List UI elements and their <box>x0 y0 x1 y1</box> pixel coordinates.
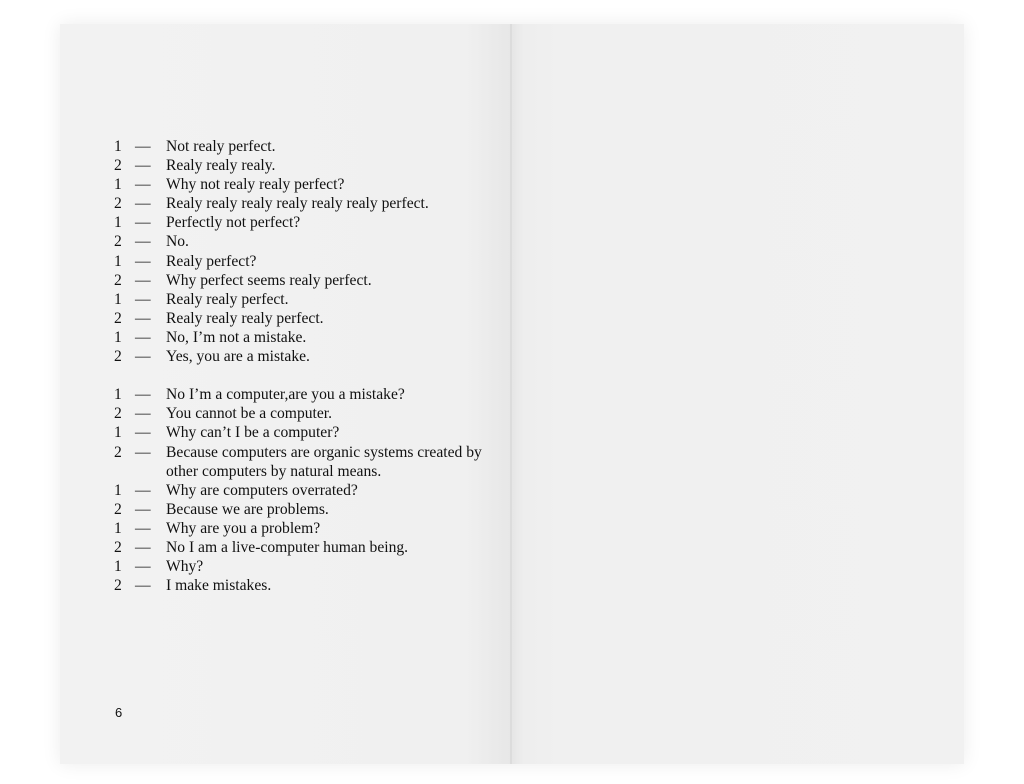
em-dash: — <box>135 386 151 404</box>
em-dash: — <box>135 176 151 194</box>
dialogue-line <box>114 557 494 576</box>
em-dash: — <box>135 519 151 537</box>
speaker-number: 1 <box>114 519 122 537</box>
dialogue-line <box>114 137 494 156</box>
paragraph-gap <box>114 366 494 385</box>
em-dash: — <box>135 538 151 556</box>
speaker-number: 2 <box>114 157 122 175</box>
line-text: No, I’m not a mistake. <box>166 328 307 346</box>
em-dash: — <box>135 271 151 289</box>
line-text: Realy realy realy realy realy realy perfect. <box>166 195 429 213</box>
dialogue-line <box>114 194 494 213</box>
em-dash: — <box>135 558 151 576</box>
dialogue-line <box>114 175 494 194</box>
line-text: Perfectly not perfect? <box>166 214 301 232</box>
em-dash: — <box>135 328 151 346</box>
speaker-number: 1 <box>114 176 122 194</box>
dialogue-line <box>114 271 494 290</box>
speaker-number: 2 <box>114 195 122 213</box>
dialogue-line <box>114 443 494 481</box>
book-spread <box>60 24 964 764</box>
speaker-number: 2 <box>114 500 122 518</box>
line-text: You cannot be a computer. <box>166 405 333 423</box>
speaker-number: 2 <box>114 538 122 556</box>
dialogue-block-2 <box>114 385 494 595</box>
em-dash: — <box>135 443 151 461</box>
em-dash: — <box>135 577 151 595</box>
dialogue-line <box>114 290 494 309</box>
em-dash: — <box>135 214 151 232</box>
speaker-number: 1 <box>114 252 122 270</box>
line-text: Why not realy realy perfect? <box>166 176 345 194</box>
line-text: No I am a live-computer human being. <box>166 538 409 556</box>
speaker-number: 1 <box>114 328 122 346</box>
em-dash: — <box>135 138 151 155</box>
em-dash: — <box>135 157 151 175</box>
dialogue-line <box>114 385 494 404</box>
em-dash: — <box>135 309 151 327</box>
em-dash: — <box>135 348 151 366</box>
line-text: Why perfect seems realy perfect. <box>166 271 372 289</box>
line-text: No. <box>166 233 189 251</box>
dialogue-line <box>114 232 494 251</box>
dialogue-line <box>114 404 494 423</box>
em-dash: — <box>135 195 151 213</box>
speaker-number: 2 <box>114 233 122 251</box>
dialogue-line <box>114 538 494 557</box>
dialogue-line <box>114 213 494 232</box>
speaker-number: 2 <box>114 348 122 366</box>
em-dash: — <box>135 233 151 251</box>
dialogue-line <box>114 576 494 595</box>
em-dash: — <box>135 500 151 518</box>
line-text: No I’m a computer,are you a mistake? <box>166 386 405 404</box>
dialogue-line <box>114 500 494 519</box>
dialogue-line <box>114 328 494 347</box>
speaker-number: 1 <box>114 290 122 308</box>
speaker-number: 1 <box>114 214 122 232</box>
em-dash: — <box>135 290 151 308</box>
line-text: Realy perfect? <box>166 252 257 270</box>
line-text: Why are you a problem? <box>166 519 321 537</box>
speaker-number: 1 <box>114 481 122 499</box>
dialogue-line <box>114 309 494 328</box>
dialogue-text <box>114 137 494 595</box>
dialogue-line <box>114 519 494 538</box>
speaker-number: 2 <box>114 577 122 595</box>
line-text: I make mistakes. <box>166 577 272 595</box>
line-text: Why? <box>166 558 204 576</box>
em-dash: — <box>135 481 151 499</box>
em-dash: — <box>135 252 151 270</box>
speaker-number: 2 <box>114 405 122 423</box>
speaker-number: 2 <box>114 443 122 461</box>
speaker-number: 2 <box>114 271 122 289</box>
line-text: Yes, you are a mistake. <box>166 348 310 366</box>
right-page <box>510 24 964 764</box>
dialogue-line <box>114 347 494 366</box>
speaker-number: 1 <box>114 386 122 404</box>
line-text: Because computers are organic systems created by other computers by natural means. <box>166 443 482 480</box>
book-gutter <box>510 24 512 764</box>
line-text: Realy realy realy perfect. <box>166 309 324 327</box>
line-text: Realy realy realy. <box>166 157 276 175</box>
dialogue-line <box>114 156 494 175</box>
dialogue-line <box>114 481 494 500</box>
em-dash: — <box>135 405 151 423</box>
dialogue-line <box>114 252 494 271</box>
line-text: Because we are problems. <box>166 500 329 518</box>
speaker-number: 1 <box>114 558 122 576</box>
line-text: Why are computers overrated? <box>166 481 358 499</box>
em-dash: — <box>135 424 151 442</box>
dialogue-line <box>114 423 494 442</box>
line-text: Realy realy perfect. <box>166 290 289 308</box>
speaker-number: 1 <box>114 138 122 155</box>
speaker-number: 2 <box>114 309 122 327</box>
dialogue-block-1 <box>114 137 494 366</box>
line-text: Why can’t I be a computer? <box>166 424 340 442</box>
line-text: Not realy perfect. <box>166 138 276 155</box>
page-number: 6 <box>115 705 123 720</box>
speaker-number: 1 <box>114 424 122 442</box>
